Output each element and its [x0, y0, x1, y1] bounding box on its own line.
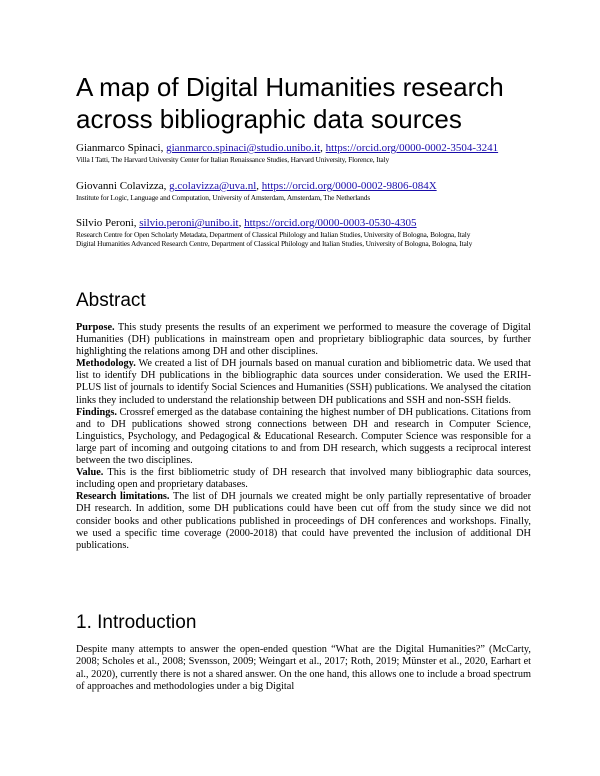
author-email-link[interactable]: silvio.peroni@unibo.it: [139, 217, 239, 229]
abstract-section-label: Research limitations.: [76, 491, 170, 503]
abstract-section-text: The list of DH journals we created might be only partially representative of broader DH research. In addition, some DH publications could have been cut off from the study since we did not consider books and other publications published in proceedings of DH conferences and workshops. Finally, we used a specific time coverage (2000-2018) that could have prevented the inclusion of additional DH publications.: [76, 491, 531, 551]
abstract-section: [76, 467, 531, 491]
author-orcid-link[interactable]: https://orcid.org/0000-0002-9806-084X: [261, 180, 437, 192]
abstract-section: [76, 491, 531, 551]
abstract-body: [76, 322, 531, 552]
author-orcid-link[interactable]: https://orcid.org/0000-0003-0530-4305: [244, 217, 417, 229]
abstract-section-text: We created a list of DH journals based on manual curation and bibliometric data. We used that list to identify DH publications in the bibliographic data sources under consideration. We used the ERIH-PLUS list of journals to identify Social Sciences and Humanities (SSH) publications. We analysed the citation links they included to understand the relationship between DH publications and SSH and non-SSH fields.: [76, 358, 532, 406]
abstract-section-label: Value.: [76, 467, 104, 479]
author-affiliation: Digital Humanities Advanced Research Centre, Department of Classical Philology and Italian Studies, University of Bologna, Bologna, Italy: [76, 239, 473, 248]
abstract-section-text: This is the first bibliometric study of DH research that involved many bibliographic data sources, including open and proprietary databases.: [76, 467, 531, 491]
abstract-section-label: Findings.: [76, 406, 117, 418]
author-email-link[interactable]: g.colavizza@uva.nl: [169, 180, 257, 192]
author-line: Gianmarco Spinaci, gianmarco.spinaci@studio.unibo.it, https://orcid.org/0000-0002-3504-3241: [76, 142, 499, 154]
abstract-section: [76, 322, 531, 358]
abstract-section: [76, 358, 531, 406]
abstract-section-label: Methodology.: [76, 358, 136, 370]
author-email-link[interactable]: gianmarco.spinaci@studio.unibo.it: [166, 142, 321, 154]
author-orcid-link[interactable]: https://orcid.org/0000-0002-3504-3241: [325, 142, 499, 154]
author-block: [76, 180, 536, 202]
abstract-heading: Abstract: [76, 290, 146, 311]
author-affiliation: Research Centre for Open Scholarly Metadata, Department of Classical Philology and Italian Studies, University of Bologna, Bologna, Italy: [76, 230, 471, 239]
author-name: Gianmarco Spinaci,: [76, 142, 164, 154]
abstract-section-text: This study presents the results of an experiment we performed to measure the coverage of Digital Humanities (DH) publications in mainstream open and proprietary bibliographic data sources, by further highlighting the relations among DH and other disciplines.: [76, 322, 532, 358]
author-line: Silvio Peroni, silvio.peroni@unibo.it, https://orcid.org/0000-0003-0530-4305: [76, 217, 417, 229]
author-block: [76, 142, 536, 164]
author-line: Giovanni Colavizza, g.colavizza@uva.nl, https://orcid.org/0000-0002-9806-084X: [76, 180, 437, 192]
abstract-section-text: Crossref emerged as the database containing the highest number of DH publications. Citations from and to DH publications showed strong connections between DH and research in Computer Science, Linguistics, Psychology, and Pedagogical & Educational Research. Computer Science was responsible for a large part of incoming and outgoing citations to and from DH research, which suggests a reciprocal interest between the two disciplines.: [76, 406, 531, 467]
abstract-section: [76, 407, 531, 467]
introduction-heading: 1. Introduction: [76, 612, 197, 633]
author-affiliation: Institute for Logic, Language and Computation, University of Amsterdam, Amsterdam, The Netherlands: [76, 193, 371, 202]
author-block: [76, 217, 536, 248]
paper-title: A map of Digital Humanities research across bibliographic data sources: [76, 72, 504, 134]
author-affiliation: Villa I Tatti, The Harvard University Center for Italian Renaissance Studies, Harvard University, Florence, Italy: [76, 155, 389, 164]
abstract-section-label: Purpose.: [76, 322, 115, 333]
author-name: Silvio Peroni,: [76, 217, 137, 229]
author-name: Giovanni Colavizza,: [76, 180, 167, 192]
introduction-text: Despite many attempts to answer the open-ended question “What are the Digital Humanities?” (McCarty, 2008; Scholes et al., 2008; Svensson, 2009; Weingart et al., 2017; Roth, 2019; Münster et al., 2020, Earhart et al., 2020), currently there is not a shared answer. On the one hand, this allows one to include a broad spectrum of approaches and methodologies under a big Digital: [76, 644, 531, 692]
